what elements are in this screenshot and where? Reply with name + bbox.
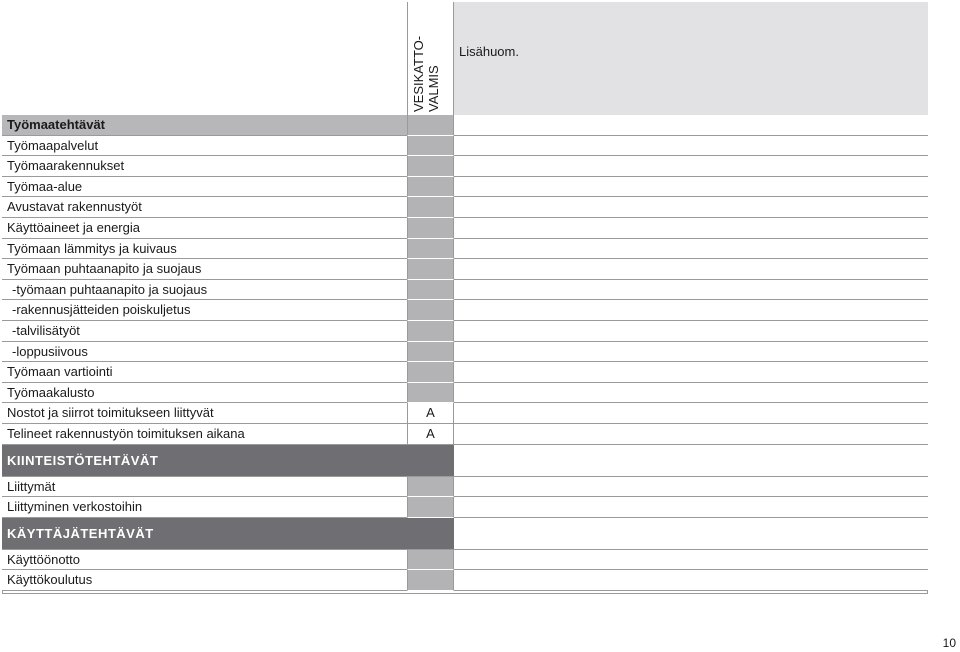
task-label: Työmaapalvelut <box>2 136 407 157</box>
table-row <box>2 570 928 591</box>
table-row <box>2 300 928 321</box>
status-cell <box>407 280 454 301</box>
notes-cell <box>454 259 928 280</box>
notes-cell <box>454 362 928 383</box>
status-cell <box>407 197 454 218</box>
task-label: Työmaakalusto <box>2 383 407 404</box>
table-row <box>2 362 928 383</box>
notes-cell <box>454 300 928 321</box>
table-row <box>2 197 928 218</box>
table-row <box>2 156 928 177</box>
task-label: Telineet rakennustyön toimituksen aikana <box>2 424 407 445</box>
task-label: -rakennusjätteiden poiskuljetus <box>2 300 407 321</box>
section-header-label: KÄYTTÄJÄTEHTÄVÄT <box>2 518 454 550</box>
status-cell <box>407 218 454 239</box>
status-cell <box>407 342 454 363</box>
notes-cell <box>454 497 928 518</box>
notes-cell <box>454 550 928 571</box>
status-cell <box>407 177 454 198</box>
table-row <box>2 477 928 498</box>
notes-cell <box>454 424 928 445</box>
status-cell <box>407 362 454 383</box>
notes-cell <box>454 177 928 198</box>
table-row <box>2 259 928 280</box>
status-cell <box>407 497 454 518</box>
notes-cell <box>454 383 928 404</box>
task-label: -loppusiivous <box>2 342 407 363</box>
notes-cell <box>454 197 928 218</box>
page-number: 10 <box>942 636 956 650</box>
task-label: Käyttöaineet ja energia <box>2 218 407 239</box>
status-cell <box>407 156 454 177</box>
table-row <box>2 218 928 239</box>
status-cell <box>407 321 454 342</box>
table-body <box>2 115 928 591</box>
task-label: Avustavat rakennustyöt <box>2 197 407 218</box>
notes-cell <box>454 570 928 591</box>
section-header-row <box>2 445 928 477</box>
task-label: Liittymät <box>2 477 407 498</box>
notes-cell <box>454 156 928 177</box>
status-cell <box>407 136 454 157</box>
table-row <box>2 497 928 518</box>
task-label: Työmaa-alue <box>2 177 407 198</box>
task-label: Liittyminen verkostoihin <box>2 497 407 518</box>
notes-cell <box>454 218 928 239</box>
notes-column-label: Lisähuom. <box>459 44 519 59</box>
notes-cell <box>454 321 928 342</box>
notes-cell <box>454 445 928 477</box>
notes-cell <box>454 136 928 157</box>
table-row <box>2 424 928 445</box>
task-header-blank <box>2 2 407 117</box>
group-header-row <box>2 115 928 136</box>
task-label: Työmaan lämmitys ja kuivaus <box>2 239 407 260</box>
task-label: -talvilisätyöt <box>2 321 407 342</box>
notes-header <box>454 2 928 117</box>
task-label: Työmaan puhtaanapito ja suojaus <box>2 259 407 280</box>
status-cell <box>407 383 454 404</box>
status-header <box>407 2 454 117</box>
status-cell: A <box>407 403 454 424</box>
notes-cell <box>454 115 928 136</box>
section-header-label: KIINTEISTÖTEHTÄVÄT <box>2 445 454 477</box>
notes-cell <box>454 280 928 301</box>
status-cell <box>407 477 454 498</box>
notes-cell <box>454 518 928 550</box>
notes-cell <box>454 403 928 424</box>
notes-cell <box>454 477 928 498</box>
table-row <box>2 177 928 198</box>
status-cell <box>407 570 454 591</box>
task-label: Työmaarakennukset <box>2 156 407 177</box>
status-cell <box>407 115 454 136</box>
table-row <box>2 136 928 157</box>
status-cell <box>407 239 454 260</box>
section-header-row <box>2 518 928 550</box>
status-cell: A <box>407 424 454 445</box>
task-label: Käyttökoulutus <box>2 570 407 591</box>
task-label: -työmaan puhtaanapito ja suojaus <box>2 280 407 301</box>
table-row <box>2 403 928 424</box>
task-label: Nostot ja siirrot toimitukseen liittyvät <box>2 403 407 424</box>
table-row <box>2 280 928 301</box>
status-cell <box>407 550 454 571</box>
notes-cell <box>454 342 928 363</box>
table-row <box>2 383 928 404</box>
notes-cell <box>454 239 928 260</box>
task-label: Työmaatehtävät <box>2 115 407 136</box>
table-row <box>2 342 928 363</box>
task-label: Työmaan vartiointi <box>2 362 407 383</box>
status-cell <box>407 259 454 280</box>
table-row <box>2 239 928 260</box>
status-cell <box>407 300 454 321</box>
table-row <box>2 550 928 571</box>
task-label: Käyttöönotto <box>2 550 407 571</box>
table-row <box>2 321 928 342</box>
status-column-label: VESIKATTO- VALMIS <box>411 35 441 112</box>
